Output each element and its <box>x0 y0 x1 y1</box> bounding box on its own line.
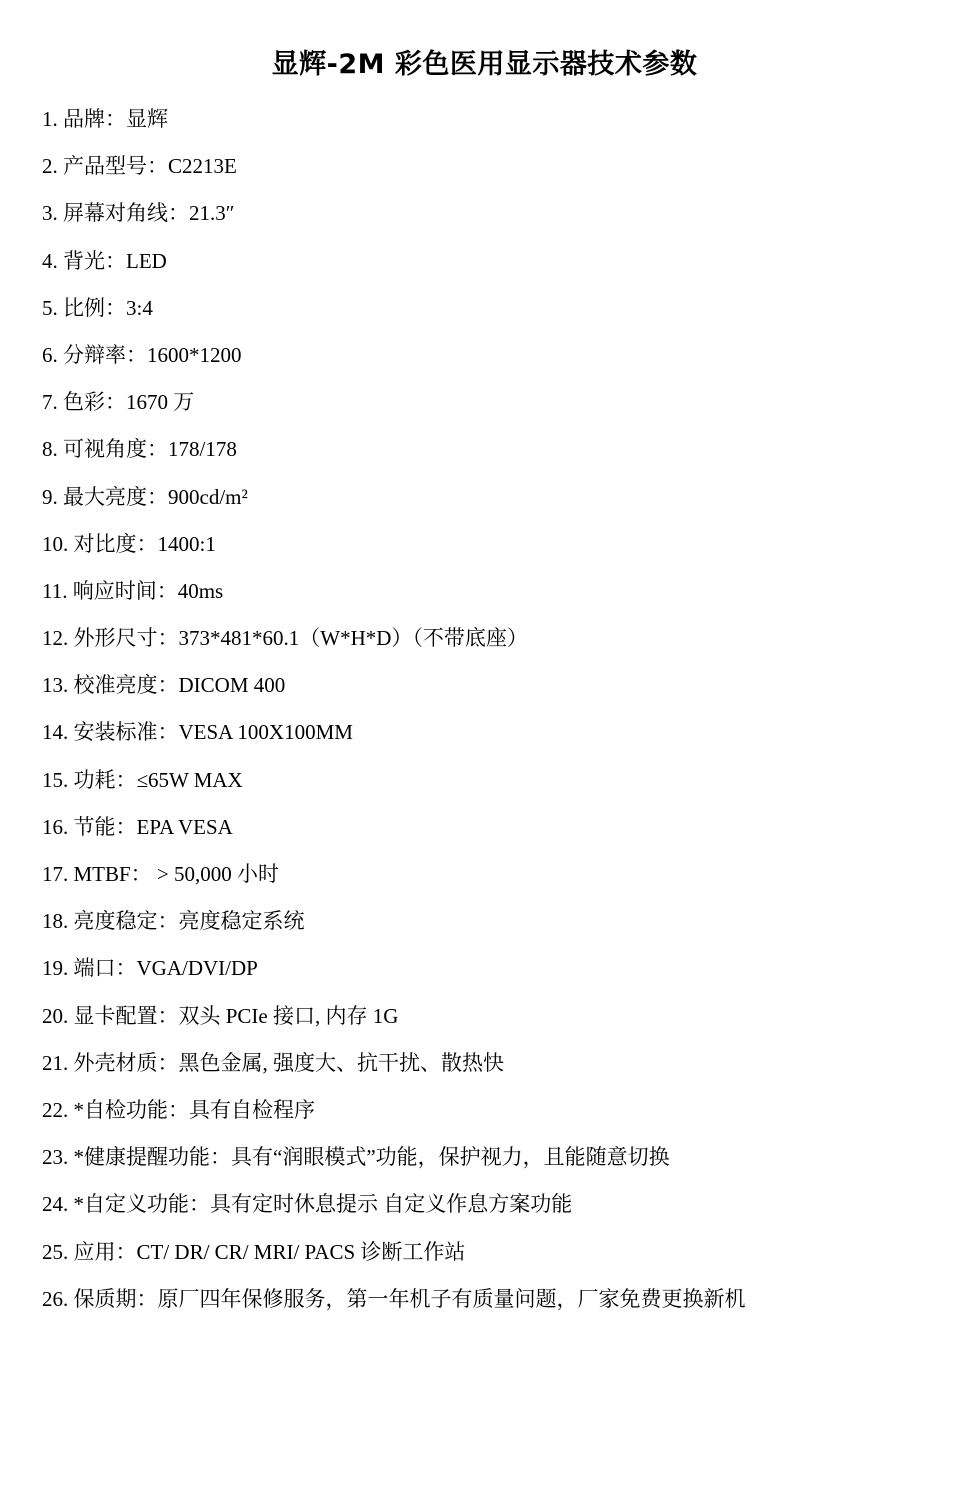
list-item: 13. 校准亮度：DICOM 400 <box>42 673 286 698</box>
list-item: 16. 节能：EPA VESA <box>42 814 233 839</box>
list-item: 1. 品牌：显辉 <box>42 107 168 131</box>
list-item: 4. 背光：LED <box>42 248 167 273</box>
list-item: 5. 比例：3:4 <box>42 295 153 320</box>
list-item: 20. 显卡配置：双头 PCIe 接口, 内存 1G <box>42 1003 399 1028</box>
list-item: 2. 产品型号：C2213E <box>42 154 237 179</box>
list-item: 15. 功耗：≤65W MAX <box>42 767 243 792</box>
list-item: 19. 端口：VGA/DVI/DP <box>42 956 258 981</box>
list-item: 11. 响应时间：40ms <box>42 578 224 603</box>
page-title: 显辉-2M 彩色医用显示器技术参数 <box>271 49 698 80</box>
list-item: 24. *自定义功能：具有定时休息提示 自定义作息方案功能 <box>42 1192 573 1217</box>
list-item: 18. 亮度稳定：亮度稳定系统 <box>42 909 305 934</box>
list-item: 22. *自检功能：具有自检程序 <box>42 1097 315 1122</box>
list-item: 21. 外壳材质：黑色金属, 强度大、抗干扰、散热快 <box>42 1050 504 1075</box>
list-item: 26. 保质期：原厂四年保修服务，第一年机子有质量问题，厂家免费更换新机 <box>42 1286 746 1311</box>
list-item: 25. 应用：CT/ DR/ CR/ MRI/ PACS 诊断工作站 <box>42 1239 466 1264</box>
list-item: 23. *健康提醒功能：具有“润眼模式”功能，保护视力，且能随意切换 <box>42 1145 670 1170</box>
list-item: 17. MTBF： > 50,000 小时 <box>42 862 280 886</box>
list-item: 12. 外形尺寸：373*481*60.1（W*H*D）（不带底座） <box>42 626 528 651</box>
list-item: 14. 安装标准：VESA 100X100MM <box>42 720 353 745</box>
list-item: 6. 分辩率：1600*1200 <box>42 342 242 367</box>
list-item: 8. 可视角度：178/178 <box>42 437 237 462</box>
list-item: 10. 对比度：1400:1 <box>42 531 216 556</box>
list-item: 7. 色彩：1670 万 <box>42 390 195 415</box>
specification-list <box>28 107 941 1312</box>
list-item: 9. 最大亮度：900cd/m² <box>42 484 248 509</box>
list-item: 3. 屏幕对角线：21.3″ <box>42 201 235 226</box>
